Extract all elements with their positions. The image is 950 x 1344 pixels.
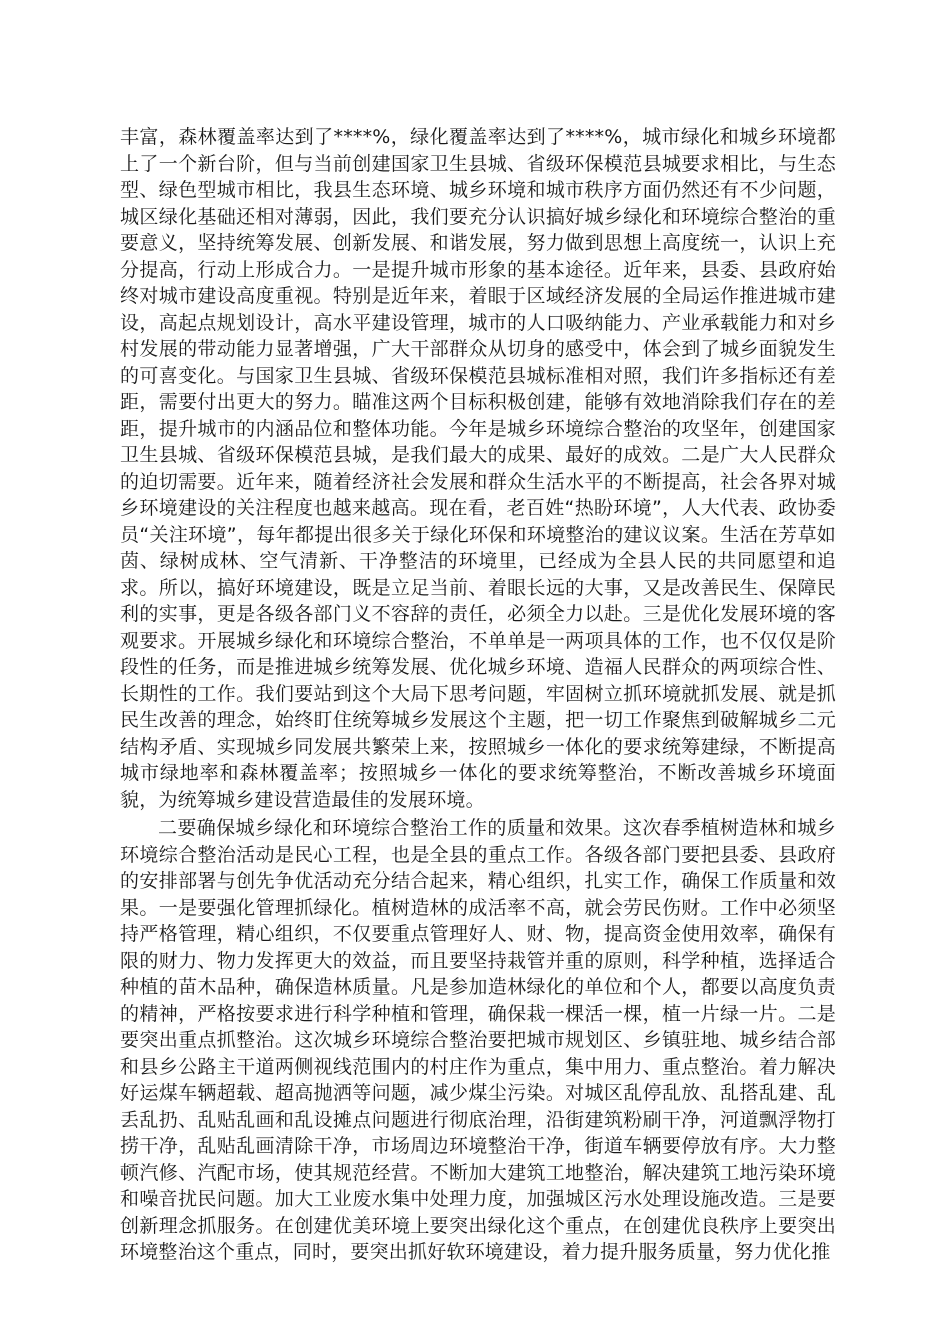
- body-paragraph-2: 二要确保城乡绿化和环境综合整治工作的质量和效果。这次春季植树造林和城乡环境综合整治活动是民心工程，也是全县的重点工作。各级各部门要把县委、县政府的安排部署与创先争优活动充分结合起来，精心组织，扎实工作，确保工作质量和效果。一是要强化管理抓绿化。植树造林的成活率不高，就会劳民伤财。工作中必须坚持严格管理，精心组织，不仅要重点管理好人、财、物，提高资金使用效率，确保有限的财力、物力发挥更大的效益，而且要坚持栽管并重的原则，科学种植，选择适合种植的苗木品种，确保造林质量。凡是参加造林绿化的单位和个人，都要以高度负责的精神，严格按要求进行科学种植和管理，确保栽一棵活一棵，植一片绿一片。二是要突出重点抓整治。这次城乡环境综合整治要把城市规划区、乡镇驻地、城乡结合部和县乡公路主干道两侧视线范围内的村庄作为重点，集中用力、重点整治。着力解决好运煤车辆超载、超高抛洒等问题，减少煤尘污染。对城区乱停乱放、乱搭乱建、乱丢乱扔、乱贴乱画和乱设摊点问题进行彻底治理，沿街建筑粉刷干净，河道飘浮物打捞干净，乱贴乱画清除干净，市场周边环境整治干净，街道车辆要停放有序。大力整顿汽修、汽配市场，使其规范经营。不断加大建筑工地整治，解决建筑工地污染环境和噪音扰民问题。加大工业废水集中处理力度，加强城区污水处理设施改造。三是要创新理念抓服务。在创建优美环境上要突出绿化这个重点，在创建优良秩序上要突出环境整治这个重点，同时，要突出抓好软环境建设，着力提升服务质量，努力优化推: [120, 817, 836, 1263]
- body-paragraph-1: 丰富，森林覆盖率达到了****%，绿化覆盖率达到了****%，城市绿化和城乡环境都上了一个新台阶，但与当前创建国家卫生县城、省级环保模范县城要求相比，与生态型、绿色型城市相比，我县生态环境、城乡环境和城市秩序方面仍然还有不少问题，城区绿化基础还相对薄弱，因此，我们要充分认识搞好城乡绿化和环境综合整治的重要意义，坚持统筹发展、创新发展、和谐发展，努力做到思想上高度统一，认识上充分提高，行动上形成合力。一是提升城市形象的基本途径。近年来，县委、县政府始终对城市建设高度重视。特别是近年来，着眼于区域经济发展的全局运作推进城市建设，高起点规划设计，高水平建设管理，城市的人口吸纳能力、产业承载能力和对乡村发展的带动能力显著增强，广大干部群众从切身的感受中，体会到了城乡面貌发生的可喜变化。与国家卫生县城、省级环保模范县城标准相对照，我们许多指标还有差距，需要付出更大的努力。瞄准这两个目标积极创建，能够有效地消除我们存在的差距，提升城市的内涵品位和整体功能。今年是城乡环境综合整治的攻坚年，创建国家卫生县城、省级环保模范县城，是我们最大的成果、最好的成效。二是广大人民群众的迫切需要。近年来，随着经济社会发展和群众生活水平的不断提高，社会各界对城乡环境建设的关注程度也越来越高。现在看，老百姓“热盼环境”，人大代表、政协委员“关注环境”，每年都提出很多关于绿化环保和环境整治的建议议案。生活在芳草如茵、绿树成林、空气清新、干净整洁的环境里，已经成为全县人民的共同愿望和追求。所以，搞好环境建设，既是立足当前、着眼长远的大事，又是改善民生、保障民利的实事，更是各级各部门义不容辞的责任，必须全力以赴。三是优化发展环境的客观要求。开展城乡绿化和环境综合整治，不单单是一两项具体的工作，也不仅仅是阶段性的任务，而是推进城乡统筹发展、优化城乡环境、造福人民群众的两项综合性、长期性的工作。我们要站到这个大局下思考问题，牢固树立抓环境就抓发展、就是抓民生改善的理念，始终盯住统筹城乡发展这个主题，把一切工作聚焦到破解城乡二元结构矛盾、实现城乡同发展共繁荣上来，按照城乡一体化的要求统筹建绿，不断提高城市绿地率和森林覆盖率；按照城乡一体化的要求统筹整治，不断改善城乡环境面貌，为统筹城乡建设营造最佳的发展环境。: [120, 126, 836, 811]
